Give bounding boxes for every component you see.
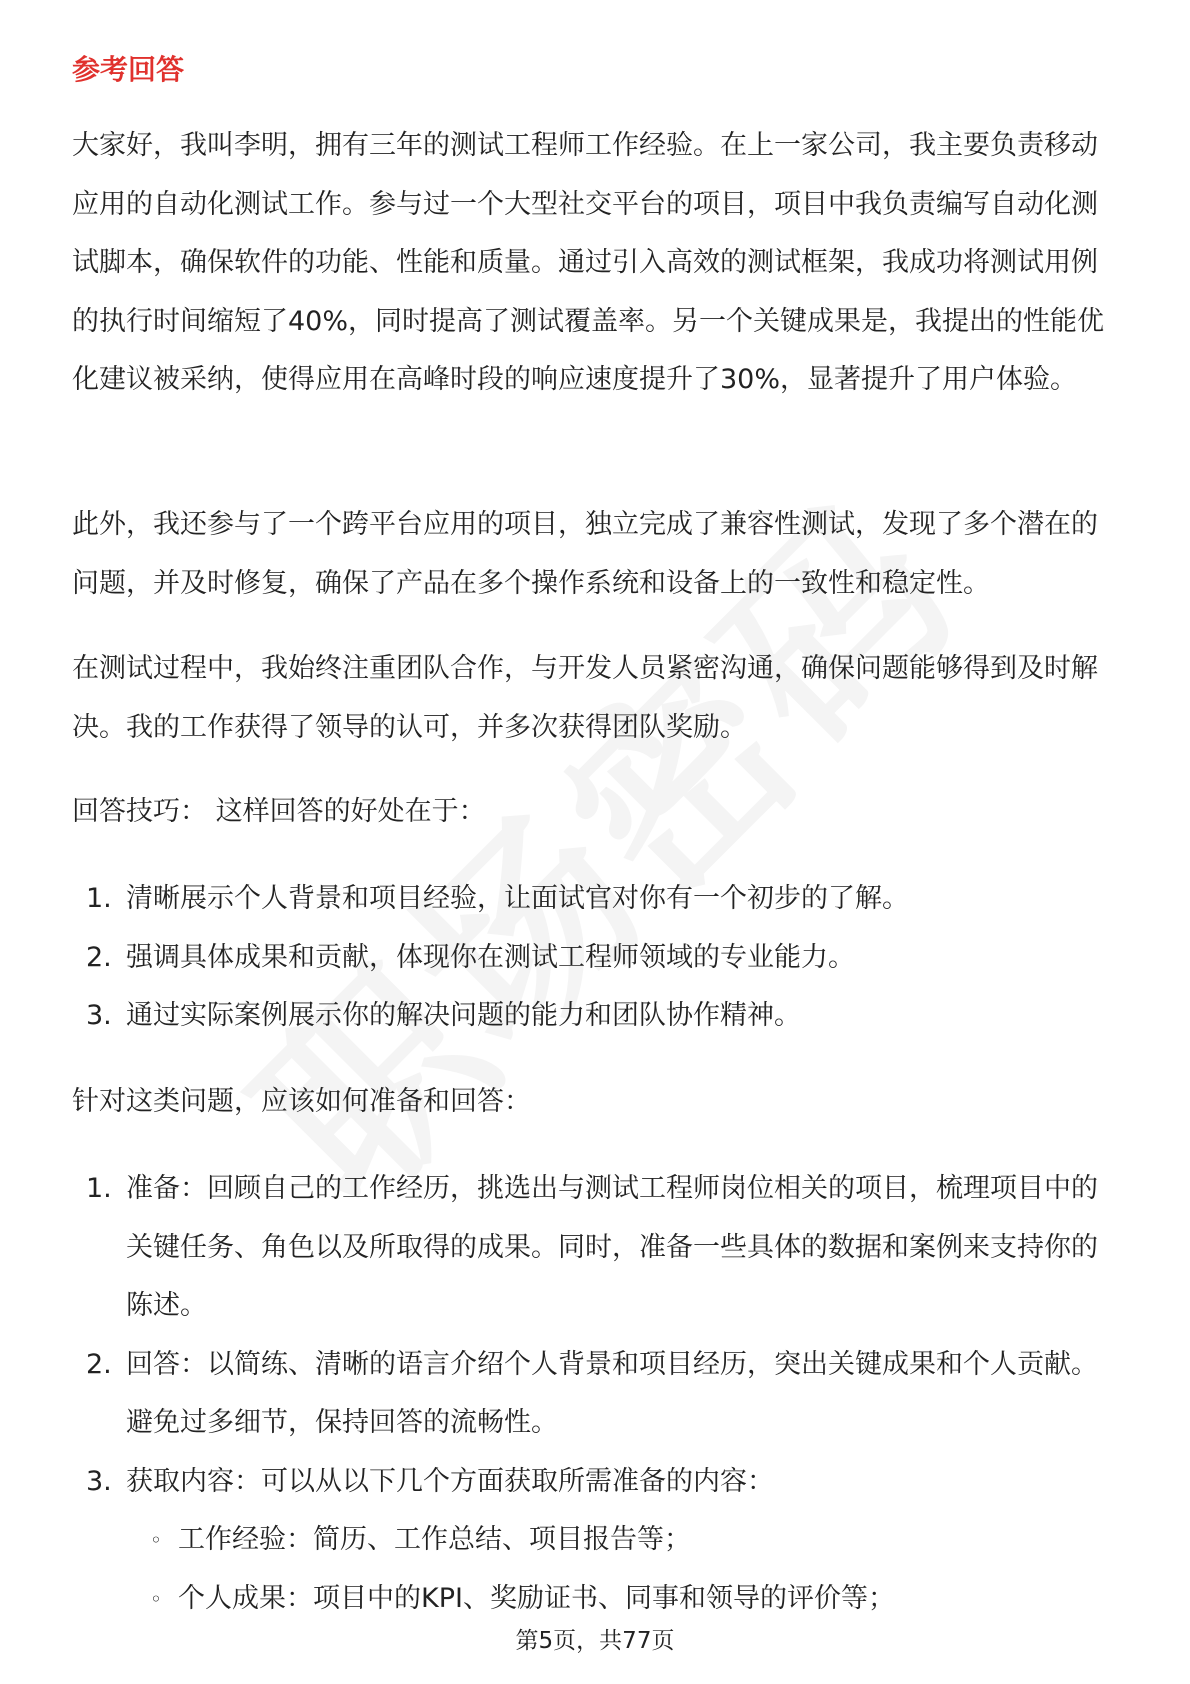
- list-item-text: 通过实际案例展示你的解决问题的能力和团队协作精神。: [126, 1000, 801, 1031]
- prep-list-item: [72, 1160, 1118, 1336]
- tips-heading: 回答技巧： 这样回答的好处在于：: [72, 796, 486, 827]
- list-number: 1.: [86, 883, 112, 914]
- tips-list: [72, 870, 1118, 1046]
- list-item-text: 回答：以简练、清晰的语言介绍个人背景和项目经历，突出关键成果和个人贡献。避免过多细节，保持回答的流畅性。: [126, 1348, 1098, 1438]
- list-item-text: 准备：回顾自己的工作经历，挑选出与测试工程师岗位相关的项目，梳理项目中的关键任务、角色以及所取得的成果。同时，准备一些具体的数据和案例来支持你的陈述。: [126, 1173, 1098, 1321]
- bullet-icon: ◦: [150, 1586, 162, 1611]
- sublist-item-text: 工作经验：简历、工作总结、项目报告等；: [178, 1524, 691, 1555]
- prep-sublist: [126, 1511, 1118, 1628]
- sublist-item: [126, 1511, 1118, 1570]
- prep-list-item: [72, 1336, 1118, 1453]
- sublist-item: [126, 1570, 1118, 1629]
- list-item-text: 强调具体成果和贡献，体现你在测试工程师领域的专业能力。: [126, 941, 855, 973]
- list-number: 2.: [86, 1348, 112, 1380]
- list-number: 3.: [86, 1465, 112, 1497]
- tips-list-item: [72, 929, 1118, 988]
- prep-list: [72, 1160, 1118, 1628]
- page-number-footer: 第5页，共77页: [515, 1628, 675, 1654]
- prep-heading: 针对这类问题，应该如何准备和回答：: [72, 1086, 531, 1117]
- list-number: 3.: [86, 1000, 112, 1031]
- list-item-text: 获取内容：可以从以下几个方面获取所需准备的内容：: [126, 1465, 774, 1497]
- list-number: 1.: [86, 1173, 112, 1204]
- list-item-text: 清晰展示个人背景和项目经验，让面试官对你有一个初步的了解。: [126, 883, 909, 914]
- answer-paragraph-3: 在测试过程中，我始终注重团队合作，与开发人员紧密沟通，确保问题能够得到及时解决。我的工作获得了领导的认可，并多次获得团队奖励。: [72, 653, 1098, 743]
- tips-list-item: [72, 870, 1118, 929]
- tips-list-item: [72, 987, 1118, 1046]
- prep-list-item: [72, 1453, 1118, 1629]
- bullet-icon: ◦: [150, 1528, 162, 1552]
- list-number: 2.: [86, 941, 112, 973]
- answer-paragraph-2: 此外，我还参与了一个跨平台应用的项目，独立完成了兼容性测试，发现了多个潜在的问题，并及时修复，确保了产品在多个操作系统和设备上的一致性和稳定性。: [72, 509, 1098, 599]
- sublist-item-text: 个人成果：项目中的KPI、奖励证书、同事和领导的评价等；: [178, 1582, 895, 1614]
- answer-paragraph-1: 大家好，我叫李明，拥有三年的测试工程师工作经验。在上一家公司，我主要负责移动应用的自动化测试工作。参与过一个大型社交平台的项目，项目中我负责编写自动化测试脚本，确保软件的功能、性能和质量。通过引入高效的测试框架，我成功将测试用例的执行时间缩短了40%，同时提高了测试覆盖率。另一个关键成果是，我提出的性能优化建议被采纳，使得应用在高峰时段的响应速度提升了30%，显著提升了用户体验。: [72, 130, 1105, 395]
- section-title: 参考回答: [72, 53, 185, 86]
